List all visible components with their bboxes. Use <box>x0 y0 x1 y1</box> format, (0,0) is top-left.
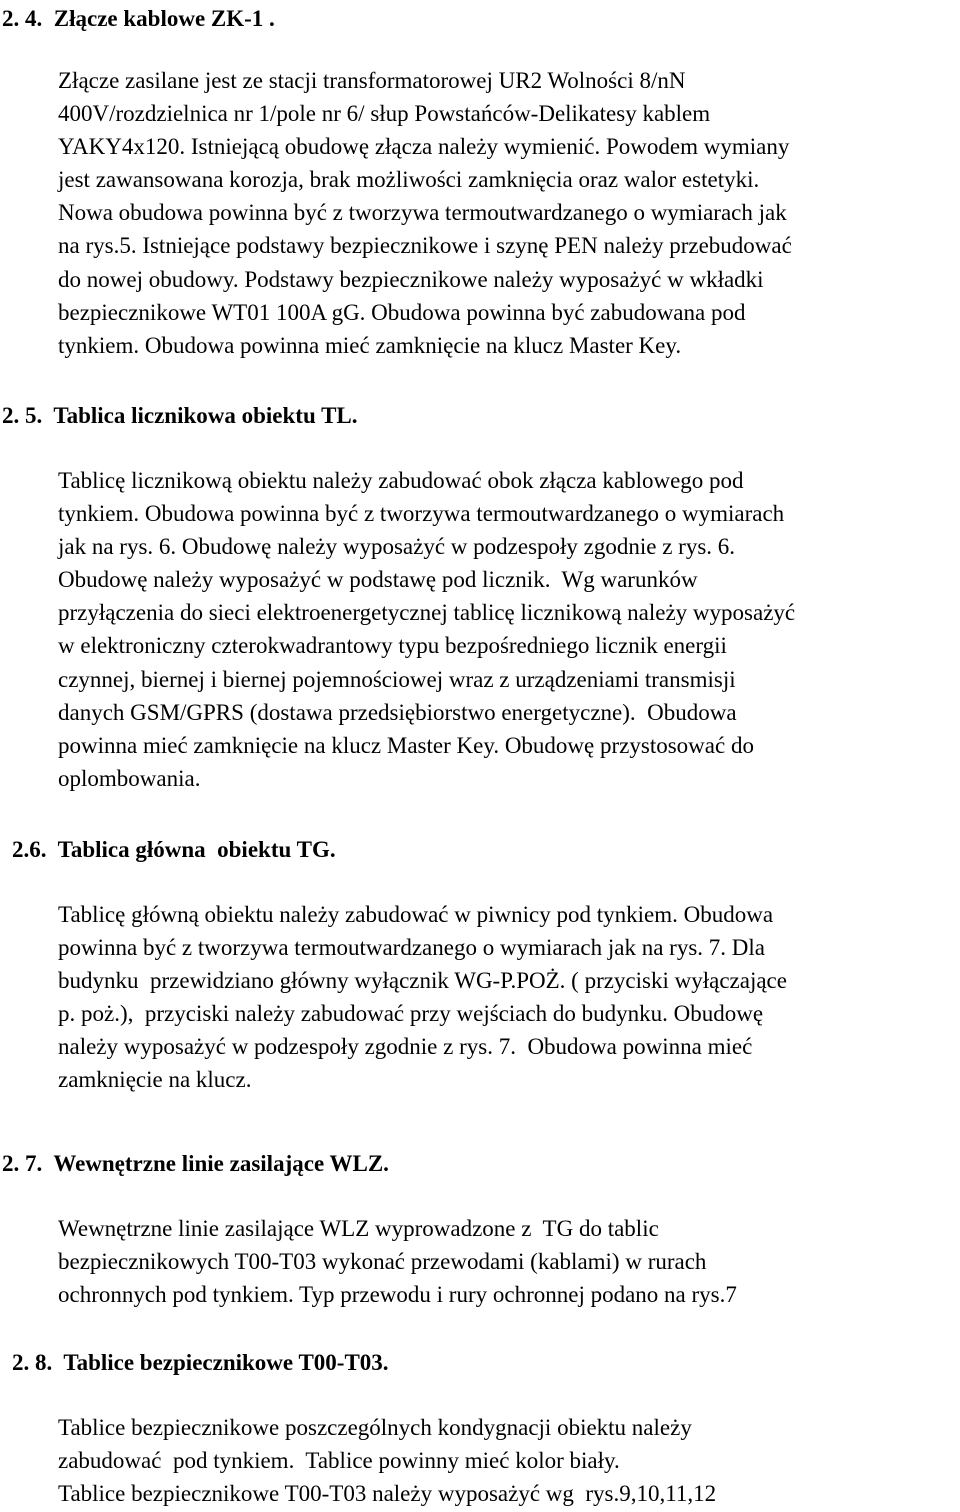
text-line: Tablicę licznikową obiektu należy zabudować obok złącza kablowego pod <box>58 468 744 493</box>
text-line: należy wyposażyć w podzespoły zgodnie z rys. 7. Obudowa powinna mieć <box>58 1034 753 1060</box>
text-line: czynnej, biernej i biernej pojemnościowej wraz z urządzeniami transmisji <box>58 666 736 692</box>
text-line: oplombowania. <box>58 765 201 791</box>
text-line: Wewnętrzne linie zasilające WLZ wyprowadzone z TG do tablic <box>58 1216 659 1241</box>
text-line: Obudowę należy wyposażyć w podstawę pod licznik. Wg warunków <box>58 567 698 593</box>
section-body-2-6 <box>58 898 958 1097</box>
text-line: bezpiecznikowych T00-T03 wykonać przewodami (kablami) w rurach <box>58 1249 707 1275</box>
text-line: zabudować pod tynkiem. Tablice powinny mieć kolor biały. <box>58 1448 620 1474</box>
text-line: jak na rys. 6. Obudowę należy wyposażyć w podzespoły zgodnie z rys. 6. <box>58 534 736 560</box>
text-line: jest zawansowana korozja, brak możliwości zamknięcia oraz walor estetyki. <box>58 167 760 193</box>
section-body-2-7 <box>58 1212 958 1311</box>
text-line: tynkiem. Obudowa powinna mieć zamknięcie na klucz Master Key. <box>58 332 682 358</box>
text-line: 400V/rozdzielnica nr 1/pole nr 6/ słup Powstańców-Delikatesy kablem <box>58 101 711 127</box>
text-line: przyłączenia do sieci elektroenergetycznej tablicę licznikową należy wyposażyć <box>58 600 796 626</box>
text-line: do nowej obudowy. Podstawy bezpiecznikowe należy wyposażyć w wkładki <box>58 266 764 292</box>
section-body-2-5 <box>58 464 958 795</box>
text-line: w elektroniczny czterokwadrantowy typu bezpośredniego licznik energii <box>58 633 727 659</box>
text-line: ochronnych pod tynkiem. Typ przewodu i rury ochronnej podano na rys.7 <box>58 1282 737 1308</box>
text-line: na rys.5. Istniejące podstawy bezpiecznikowe i szynę PEN należy przebudować <box>58 233 792 259</box>
text-line: budynku przewidziano główny wyłącznik WG-P.POŻ. ( przyciski wyłączające <box>58 968 787 994</box>
text-line: tynkiem. Obudowa powinna być z tworzywa termoutwardzanego o wymiarach <box>58 501 785 527</box>
section-heading-2-5: 2. 5. Tablica licznikowa obiektu TL. <box>2 403 358 428</box>
text-line: Tablice bezpiecznikowe T00-T03 należy wyposażyć wg rys.9,10,11,12 <box>58 1481 717 1507</box>
section-body-2-4 <box>58 64 958 362</box>
text-line: powinna mieć zamknięcie na klucz Master Key. Obudowę przystosować do <box>58 732 754 758</box>
text-line: Tablice bezpiecznikowe poszczególnych kondygnacji obiektu należy <box>58 1415 692 1440</box>
text-line: p. poż.), przyciski należy zabudować przy wejściach do budynku. Obudowę <box>58 1001 764 1027</box>
text-line: Złącze zasilane jest ze stacji transformatorowej UR2 Wolności 8/nN <box>58 68 686 93</box>
section-body-2-8 <box>58 1411 958 1510</box>
text-line: powinna być z tworzywa termoutwardzanego o wymiarach jak na rys. 7. Dla <box>58 935 766 961</box>
section-heading-2-7: 2. 7. Wewnętrzne linie zasilające WLZ. <box>2 1151 389 1176</box>
section-heading-2-8: 2. 8. Tablice bezpiecznikowe T00-T03. <box>12 1350 389 1375</box>
text-line: YAKY4x120. Istniejącą obudowę złącza należy wymienić. Powodem wymiany <box>58 134 790 160</box>
text-line: danych GSM/GPRS (dostawa przedsiębiorstwo energetyczne). Obudowa <box>58 699 737 725</box>
section-heading-2-4: 2. 4. Złącze kablowe ZK-1 . <box>2 6 275 31</box>
text-line: bezpiecznikowe WT01 100A gG. Obudowa powinna być zabudowana pod <box>58 299 746 325</box>
text-line: Tablicę główną obiektu należy zabudować w piwnicy pod tynkiem. Obudowa <box>58 902 774 927</box>
text-line: Nowa obudowa powinna być z tworzywa termoutwardzanego o wymiarach jak <box>58 200 787 226</box>
section-heading-2-6: 2.6. Tablica główna obiektu TG. <box>12 837 336 862</box>
text-line: zamknięcie na klucz. <box>58 1067 252 1093</box>
